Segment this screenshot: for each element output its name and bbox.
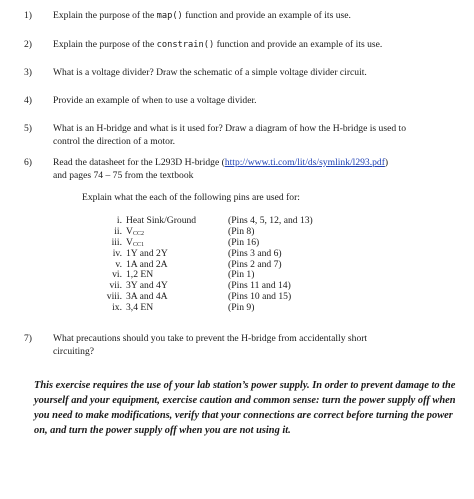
- pin-name: 1A and 2A: [126, 258, 168, 270]
- pin-roman: ix.: [112, 302, 122, 314]
- question-text: Provide an example of when to use a voltage divider.: [53, 95, 257, 106]
- question-number: 6): [24, 157, 32, 168]
- question-6: [24, 157, 464, 182]
- pin-name: 1,2 EN: [126, 269, 154, 281]
- pin-numbers: (Pins 2 and 7): [228, 258, 282, 270]
- pin-roman: i.: [116, 215, 122, 226]
- pin-roman: vi.: [112, 269, 122, 281]
- question-text: Explain the purpose of the map() function and provide an example of its use.: [53, 10, 351, 21]
- question-number: 2): [24, 39, 32, 50]
- question-number: 3): [24, 67, 32, 78]
- pin-numbers: (Pins 4, 5, 12, and 13): [228, 215, 313, 226]
- question-text: Explain the purpose of the constrain() function and provide an example of its use.: [53, 39, 383, 50]
- question-1: [24, 10, 464, 23]
- pin-roman: iii.: [111, 236, 122, 248]
- safety-warning: This exercise requires the use of your lab station’s power supply. In order to prevent damage to the yourself and your equipment, exercise caution and common sense: turn the power supply off when you need to make modifications, verify that your connections are correct before turning the power on, and turn the power supply off when you are not using it.: [34, 380, 456, 436]
- pin-roman: viii.: [106, 291, 122, 303]
- pins-intro: Explain what the each of the following pins are used for:: [82, 192, 300, 203]
- question-text: What is an H-bridge and what is it used for? Draw a diagram of how the H-bridge is used to control the direction of a motor.: [53, 123, 407, 147]
- question-number: 5): [24, 123, 32, 134]
- pin-name: Heat Sink/Ground: [126, 215, 197, 226]
- pin-name: $V_{CC1}$: [126, 236, 144, 248]
- question-5: [24, 123, 464, 148]
- question-3: [24, 67, 464, 80]
- question-7: [24, 333, 464, 358]
- pin-name: $V_{CC2}$: [126, 225, 144, 237]
- question-text: What precautions should you take to prevent the H-bridge from accidentally short circuiting?: [53, 333, 368, 357]
- pin-roman: iv.: [112, 247, 122, 259]
- code-constrain: constrain(): [156, 40, 215, 50]
- question-number: 7): [24, 333, 32, 344]
- pin-numbers: (Pin 1): [228, 269, 255, 281]
- question-number: 4): [24, 95, 32, 106]
- question-number: 1): [24, 10, 32, 21]
- question-text: What is a voltage divider? Draw the schematic of a simple voltage divider circuit.: [53, 67, 367, 78]
- pin-roman: ii.: [114, 225, 122, 237]
- pin-name: 1Y and 2Y: [126, 247, 168, 259]
- pin-name: 3Y and 4Y: [126, 280, 168, 292]
- datasheet-link[interactable]: http://www.ti.com/lit/ds/symlink/l293.pdf: [224, 157, 385, 168]
- pin-numbers: (Pin 9): [228, 302, 255, 314]
- pin-roman: vii.: [109, 280, 122, 292]
- pin-name: 3A and 4A: [126, 291, 168, 303]
- pin-numbers: (Pins 3 and 6): [228, 247, 282, 259]
- question-2: [24, 39, 464, 52]
- pin-numbers: (Pin 8): [228, 225, 255, 237]
- question-text: Read the datasheet for the L293D H-bridge (http://www.ti.com/lit/ds/symlink/l293.pdf) and pages 74 – 75 from the textbook: [53, 157, 389, 181]
- question-4: [24, 95, 464, 108]
- pin-numbers: (Pins 10 and 15): [228, 291, 292, 303]
- pin-numbers: (Pins 11 and 14): [228, 280, 291, 292]
- pin-name: 3,4 EN: [126, 302, 154, 314]
- pin-numbers: (Pin 16): [228, 236, 260, 248]
- code-map: map(): [156, 11, 183, 21]
- pin-roman: v.: [115, 258, 122, 270]
